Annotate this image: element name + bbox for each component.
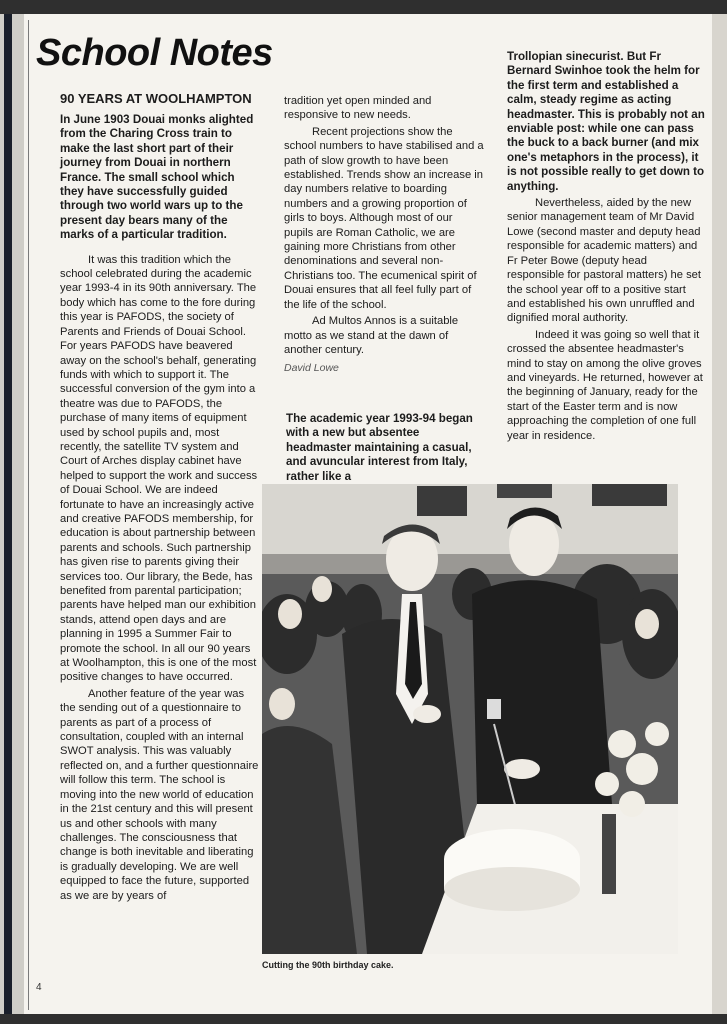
column-2 [284,94,484,376]
page-title: School Notes [36,32,273,74]
cake-cutting-photo [262,484,678,954]
article-paragraph: Recent projections show the school numbers to have stabilised and a path of slow growth to have been established. Trends show an increase in day numbers relative to boarding numbers and a growing proportion of girls to boys. Although most of our pupils are Roman Catholic, we are gaining more Christians from other denominations and several non-Christians too. The ecumenical spirit of Douai ensures that all feel fully part of the life of the school. [284,125,484,311]
article-paragraph: Indeed it was going so well that it crossed the absentee headmaster's mind to stay on among the olive groves and vineyards. He returned, however at the beginning of January, ready for the start of the Easter term and is now approaching the completion of one full year in residence. [507,328,703,442]
photo-caption: Cutting the 90th birthday cake. [262,960,394,970]
column-3 [507,50,705,443]
margin-rule [28,20,29,1010]
article-heading: 90 YEARS AT WOOLHAMPTON [60,91,252,106]
article2-lead-continued: Trollopian sinecurist. But Fr Bernard Swinhoe took the helm for the first term and established a calm, steady regime as acting headmaster. This is probably not an enviable post: while one can pass the buck to a back burner (and mix one's metaphors in the process), it is not possible really to get down to anything. [507,50,705,193]
article-lead: In June 1903 Douai monks alighted from the Charing Cross train to make the last short part of their journey from Douai in northern France. The small school which they have successfully guided through two world wars up to the present day bears many of the marks of a particular tradition. [60,113,254,242]
article-paragraph: Another feature of the year was the sending out of a questionnaire to parents as part of a process of consultation, coupled with an internal SWOT analysis. This was valuably reflected on, and a further questionnaire will follow this term. The school is moving into the new world of education in the 21st century and this will present us and other schools with many challenges. The consciousness that change is both inevitable and liberating is gradually developing. We are well equipped to face the future, supported as we are by years of [60,687,259,902]
article2-lead: The academic year 1993-94 began with a new but absentee headmaster maintaining a casual, and avuncular interest from Italy, rather like a [286,412,473,483]
photo-illustration [262,484,678,954]
column-2-lower [286,412,476,484]
article-paragraph: It was this tradition which the school celebrated during the academic year 1993-4 in its 90th anniversary. The body which has come to the fore during this year is PAFODS, the society of Parents and Friends of Douai School. For years PAFODS have beavered away on the school's behalf, generating funds with which to support it. The successful conversion of the gym into a theatre was due to PAFODS, the purchase of many items of equipment used by school pupils and, most recently, the satellite TV system and Court of Arches display cabinet have helped to support the work and success of Douai School. We are indeed fortunate to have an increasingly active and creative PAFODS membership, for education is about partnership between parents and schools. Such partnership has given rise to parents giving their services too. Our library, the Bede, has benefited from parental participation; parents have helped man our exhibition stands, attend open days and are planning in 1995 a Summer Fair to promote the school. In all our 90 years at Woolhampton, this is one of the most positive changes to have occurred. [60,253,258,684]
article-paragraph: Ad Multos Annos is a suitable motto as we stand at the dawn of another century. [284,315,459,356]
binding-edge [0,14,24,1014]
page-edge [712,14,727,1014]
binding-strip [4,14,12,1014]
article-paragraph: tradition yet open minded and responsive to new needs. [284,95,432,122]
column-1 [60,92,260,903]
page-number: 4 [36,982,42,993]
article-paragraph: Nevertheless, aided by the new senior management team of Mr David Lowe (second master and deputy head responsible for academic matters) and Fr Peter Bowe (deputy head responsible for pastoral matters) he set the school year off to a positive start and established his own unruffled and dignified moral authority. [507,197,702,325]
author-signature: David Lowe [284,362,339,375]
